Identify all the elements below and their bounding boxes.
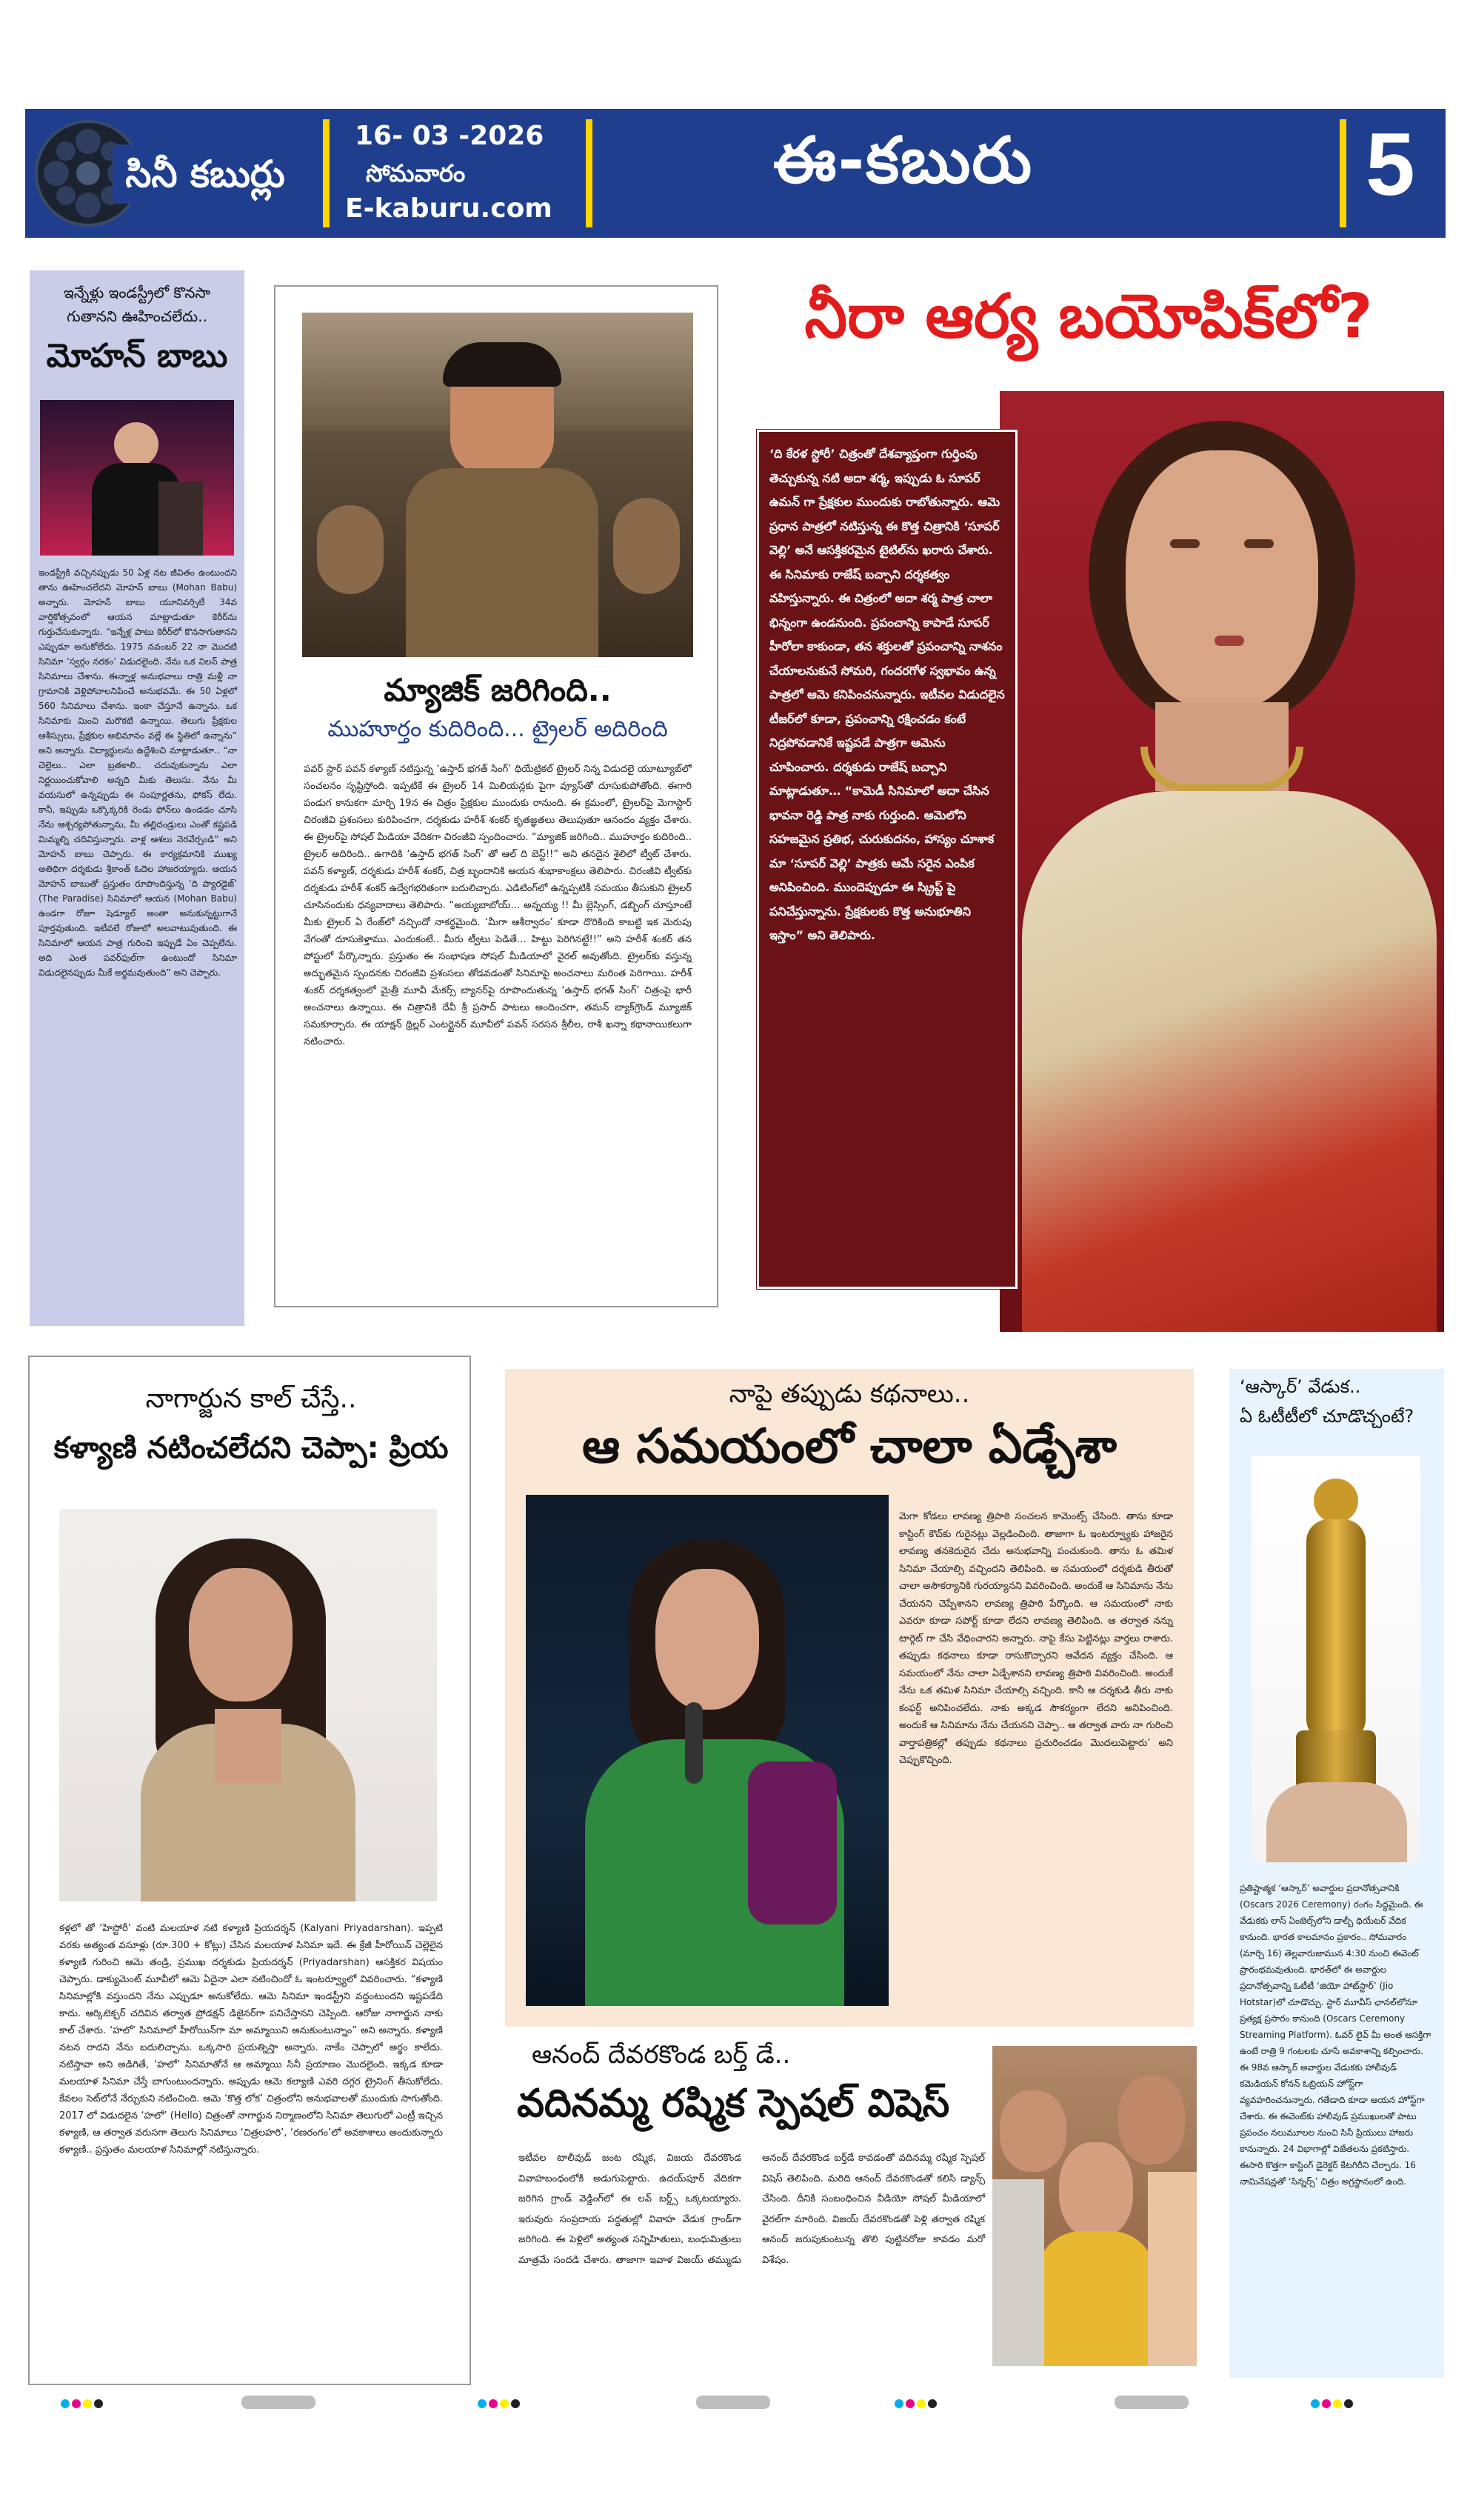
print-marks <box>0 2394 1470 2416</box>
mohan-kicker: ఇన్నేళ్లు ఇండస్ట్రీలో కొనసా గుతానని ఊహించలేదు.. <box>63 284 211 325</box>
ustaad-subtitle: ముహూర్తం కుదిరింది... ట్రైలర్ అదిరింది <box>327 716 668 742</box>
kalyani-box <box>28 1356 471 2385</box>
kalyani-body: కళ్లలో తో ‘హిస్టోరీ’ వంటి మలయాళ నటి కళ్యాణి ప్రియదర్శన్ (Kalyani Priyadarshan). ఇప్పటి వరకు అత్యంత వసూళ్లు (రూ.300 + కోట్లు) చేసిన మలయాళ సినిమా ఇదే. ఈ క్రేజీ హీరోయిన్ చెల్లెలైన కళ్యాణి గురించి ఆమె తండ్రి, ప్రముఖ దర్శకుడు ప్రియదర్శన్ (Priyadarshan) ఆసక్తికర విషయం చెప్పారు. డాక్యుమెంట్ మూవీలో ఆమె ఏదైనా ఎలా నటించిందో ఓ ఇంటర్వ్యూలో వివరించారు. “కళ్యాణి సినిమాల్లోకి వస్తుందని నేను ఎప్పుడూ అనుకోలేదు. ఆమె సినిమా ఇండస్ట్రీని వద్దంటుందని ఇష్టపడేది కాదు. ఆర్కిటెక్చర్ చదివిన తర్వాత ప్రోడక్షన్ డిజైనర్‌గా పనిచేస్తానని చెప్పింది. ఆరోజు నాగార్జున నాకు కాల్ చేశారు. ‘హలో’ సినిమాలో హీరోయిన్‌గా మా అమ్మాయిని అనుకుంటున్నాం” అని అన్నారు. కళ్యాణి నటన రాదని నేను బదులిచ్చాను. ఒక్కసారి ప్రయత్నిస్తా అన్నారు. నాకేం చెప్పాలో అర్థం కాలేదు. నటిస్తావా అని అడిగితే, ‘హలో’ సినిమాతోనే ఆ అమ్మాయి సినీ ప్రయాణం మొదలైంది. ఇక్కడ కూడా మలయాళ సినిమా చేస్తే బాగుంటుందన్నారు. అప్పుడు ఆమె కల్యాణి ఎవరి దగ్గర ట్రైనింగ్ తీసుకోలేదు. కేవలం సెట్‌లోనే నేర్చుకుని నటించింది. ఆమె ‘కొత్త లోక’ చిత్రంలోని అనుభవాలతో ముందుకు సాగుతోంది. 2017 లో విడుదలైన ‘హలో’ (Hello) చిత్రంతో నాగార్జున నిర్మాణంలోని సినిమా తెలుగులో ఎంట్రీ ఇచ్చిన కళ్యాణి, ఆ తర్వాత వరుసగా తెలుగు సినిమాలు ‘చిత్రలహరి’, ‘రణరంగం’లో అవకాశాలు అందుకున్నారు కళ్యాణి.. ప్రస్తుతం మలయాళ సినిమాల్లో నటిస్తున్నారు. <box>59 1923 443 2156</box>
ustaad-box <box>274 285 718 1307</box>
issue-day: సోమవారం <box>366 159 466 187</box>
yellow-divider <box>586 119 592 227</box>
ada-sharma-photo <box>1000 391 1444 1332</box>
page-number: 5 <box>1366 115 1415 214</box>
issue-date: 16- 03 -2026 <box>355 121 544 151</box>
kalyani-kicker: నాగార్జున కాల్ చేస్తే.. <box>145 1384 357 1414</box>
rashmika-body: ఇటీవల టాలీవుడ్ జంట రష్మిక, విజయ దేవరకొండ వివాహబంధంలోకి అడుగుపెట్టారు. ఉదయ్‌పూర్ వేదికగా జరిగిన గ్రాండ్ వెడ్డింగ్‌లో ఈ లవ్ బర్డ్స్ ఒక్కటయ్యారు. ఇరువురు సంప్రదాయ పద్ధతుల్లో వివాహ వేడుక గ్రాండ్‌గా జరిగింది. ఈ పెళ్లిలో అత్యంత సన్నిహితులు, బంధుమిత్రులు మాత్రమే సందడి చేశారు. తాజాగా ఇవాళ విజయ్ తమ్ముడు ఆనంద్ దేవరకొండ బర్త్‌డే కావడంతో వదినమ్మ రష్మిక స్పెషల్ విషెస్ తెలిపింది. మరిది ఆనంద్ దేవరకొండతో కలిసి డ్యాన్స్ చేసింది. దీనికి సంబంధించిన వీడియో సోషల్ మీడియాలో వైరల్‌గా మారింది. విజయ్ దేవరకొండతో పెళ్లి తర్వాత రష్మిక ఆనంద్ జరుపుకుంటున్న తొలి పుట్టినరోజు కావడం మరో విశేషం. <box>518 2153 985 2266</box>
newspaper-brand: ఈ-కబురు <box>773 124 1034 198</box>
mohan-babu-photo <box>40 400 234 556</box>
oscar-title: ఏ ఓటీటీలో చూడొచ్చంటే? <box>1240 1406 1414 1427</box>
neera-body: ‘ది కేరళ స్టోరీ’ చిత్రంతో దేశవ్యాప్తంగా గుర్తింపు తెచ్చుకున్న నటి అదా శర్మ, ఇప్పుడు ఓ సూపర్ ఉమన్ గా ప్రేక్షకుల ముందుకు రాబోతున్నారు. ఆమె ప్రధాన పాత్రలో నటిస్తున్న ఈ కొత్త చిత్రానికి ‘సూపర్ వెల్లి’ అనే ఆసక్తికరమైన టైటిల్‌ను ఖరారు చేశారు. ఈ సినిమాకు రాజేష్ బచ్చాని దర్శకత్వం వహిస్తున్నారు. ఈ చిత్రంలో అదా శర్మ పాత్ర చాలా భిన్నంగా ఉండనుంది. ప్రపంచాన్ని కాపాడే సూపర్ హీరోలా కాకుండా, తన శక్తులతో ప్రపంచాన్ని నాశనం చేయాలనుకునే సోమరి, గందరగోళ స్వభావం ఉన్న పాత్రలో ఆమె కనిపించనున్నారు. ఇటీవల విడుదలైన టీజర్‌లో కూడా, ప్రపంచాన్ని రక్షించడం కంటే నిద్రపోవడానికే ఇష్టపడే పాత్రగా ఆమెను చూపించారు. దర్శకుడు రాజేష్ బచ్చాని మాట్లాడుతూ… “కామెడీ సినిమాలో అదా చేసిన భావనా రెడ్డి పాత్ర నాకు గుర్తుంది. ఆమెలోని సహజమైన ప్రతిభ, చురుకుదనం, హాస్యం చూశాక మా ‘సూపర్ వెల్లి’ పాత్రకు ఆమే సరైన ఎంపిక అనిపించింది. ముందెప్పుడూ ఈ స్క్రిప్ట్‌ పై పనిచేస్తున్నాను. ప్రేక్షకులకు కొత్త అనుభూతిని ఇస్తాం” అని తెలిపారు. <box>769 447 1005 942</box>
ustaad-title: మ్యాజిక్ జరిగింది.. <box>384 672 612 708</box>
mohan-body: ఇండస్ట్రీకి వచ్చినప్పుడు 50 ఏళ్ల నట జీవితం ఉంటుందని తాను ఊహించలేదని మోహన్ బాబు (Mohan Babu) అన్నారు. మోహన్ బాబు యూనివర్సిటీ 34వ వార్షికోత్సవంలో ఆయన మాట్లాడుతూ కెరీర్‌ను గుర్తుచేసుకున్నారు. “ఇన్నేళ్ల పాటు కెరీర్‌లో కొనసాగుతానని ఎప్పుడూ అనుకోలేదు. 1975 నవంబర్ 22 నా మొదటి సినిమా ‘స్వర్గం నరకం’ విడుదలైంది. నేను ఒక విలన్ పాత్ర సినిమాలు చేశాను. ఈన్నాళ్ల అనుభవాలు రాత్రి మళ్లీ నా గ్రామానికి వెళ్లిపోవాలనిపించే అనుభవమే. ఈ 50 ఏళ్లలో 560 సినిమాలు చేశాను. ఇంకా చేస్తూనే ఉన్నాను. ఒక సినిమాకు మించి మరొకటి ఉన్నాయి. తెలుగు ప్రేక్షకుల ఆశీస్సులు, ప్రేక్షకుల అభిమానం వల్లే ఈ స్థితిలో ఉన్నాను” అని అన్నారు. విద్యార్థులను ఉద్దేశించి మాట్లాడుతూ.. “నా చెల్లెలు.. ఎలా బ్రతకాలి.. చదువుకున్నాను ఎలా నిర్ణయించుకోవాలి అన్నది మీకు తెలుసు. నేను మీ వయసులో ఉన్నప్పుడు ఈ సంపూర్ణతను, ఫోకస్ లేదు. కానీ, ఇప్పుడు ఒక్కొక్కరికి రెండు ఫోన్‌లు ఉండడం చూసి నేను ఆశ్చర్యపోతున్నాను, మీ తల్లిదండ్రులు ఎంతో కష్టపడి మిమ్మల్ని చదివిస్తున్నారు. వాళ్ల ఆశలు నెరవేర్చండి” అని మోహన్ బాబు చెప్పారు. ఈ కార్యక్రమానికి ముఖ్య అతిథిగా దర్శకుడు శ్రీకాంత్ ఓదెల హాజరయ్యారు. ఆయన మోహన్ బాబుతో ప్రస్తుతం రూపొందిస్తున్న ‘ది ప్యారడైజ్’ (The Paradise) సినిమాలో ఆయన (Mohan Babu) ఉండగా రోజూ షెడ్యూల్ అంతా అనుకున్నట్టుగానే పూర్తవుతుంది. ఇటీవలే రోజులో అలవాటువుతుంది. ఈ సినిమాలో ఆయన పాత్ర గురించి ఇప్పుడే ఏం చెప్పలేను. అది ఎంత పవర్‌ఫుల్‌గా ఉంటుందో సినిమా విడుదలైనప్పుడు మీకే అర్థమవుతుంది” అని చెప్పారు. <box>39 567 237 978</box>
mohan-name: మోహన్ బాబు <box>46 337 228 375</box>
website-link[interactable]: E-kaburu.com <box>345 193 552 224</box>
yellow-divider <box>1340 119 1346 227</box>
logo-text: సినీ కబుర్లు <box>113 144 298 204</box>
mohan-babu-box <box>30 270 244 1326</box>
oscar-body: ప్రతిష్టాత్మక ‘ఆస్కార్’ అవార్డుల ప్రదానోత్సవానికి (Oscars 2026 Ceremony) రంగం సిద్ధమైంది. ఈ వేడుకకు లాస్ ఏంజెల్స్‌లోని డాల్బీ థియేటర్ వేదిక కానుంది. భారత కాలమానం ప్రకారం.. సోమవారం (మార్చి 16) తెల్లవారుజామున 4:30 నుంచి ఈవెంట్ ప్రారంభమవుతుంది. భారత్‌లో ఈ అవార్డుల ప్రదానోత్సవాన్ని ఓటీటీ ‘జియో హాట్‌స్టార్’ (Jio Hotstar)లో చూడొచ్చు. స్టార్ మూవీస్ ఛానల్‌లోనూ ప్రత్యక్ష ప్రసారం కానుంది (Oscars Ceremony Streaming Platform). ఓవర్ లైవ్ మీ అంత ఆసక్తిగా ఉంటే రాత్రి 9 గంటలకు చూసే అవకాశాన్ని కల్పించారు. ఈ 98వ ఆస్కార్ అవార్డుల వేడుకకు హాలీవుడ్ కమెడియన్ కోనన్ ఓబ్రియన్ హోస్ట్‌గా వ్యవహరించనున్నారు. గతేడాది కూడా ఆయన హోస్ట్‌గా చేశారు. ఈ ఈవెంట్‌కు హాలీవుడ్ ప్రముఖులతో పాటు ప్రపంచం నలుమూలల నుంచి సినీ ప్రియులు హాజరు కానున్నారు. 24 విభాగాల్లో విజేతలను ప్రకటిస్తారు. ఈసారి కొత్తగా కాస్టింగ్ డైరెక్టర్ కేటగిరీని చేర్చారు. 16 నామినేషన్లతో ‘సిన్నర్స్’ చిత్రం అగ్రస్థానంలో ఉంది. <box>1240 1883 1431 2187</box>
lavanya-body: మెగా కోడలు లావణ్య త్రిపాఠి సంచలన కామెంట్స్ చేసింది. తాను కూడా కాస్టింగ్ కౌచ్‌కు గురైనట్లు వెల్లడించింది. తాజాగా ఓ ఇంటర్వ్యూకు హాజరైన లావణ్య తనకెదురైన చేదు అనుభవాన్ని పంచుకుంది. తాను ఓ తమిళ సినిమా చేయాల్సి వచ్చిందని తెలిపింది. ఆ సమయంలో దర్శకుడి తీరుతో చాలా అసౌకర్యానికి గురయ్యానని వివరించింది. అందుకే ఆ సినిమాను నేను చేయనని చెప్పేశానని లావణ్య త్రిపాఠి పేర్కొంది. ఆ సమయంలో నాకు ఎవరూ కూడా సపోర్ట్ కూడా లేదని లావణ్య తెలిపింది. ఆ తర్వాత నన్ను టార్గెట్ గా చేసి వేధించారని అన్నారు. నాపై కేసు పెట్టినట్లు వార్తలు రాశారు. తప్పుడు కథనాలు కూడా రాసుకొచ్చారని ఆవేదన వ్యక్తం చేసింది. ఆ సమయంలో నేను చాలా ఏడ్చేశానని లావణ్య త్రిపాఠి వివరించింది. అందుకే నేను ఒక తమిళ సినిమా చేయాల్సి వచ్చింది. కానీ ఆ దర్శకుడి తీరు నాకు కంఫర్ట్ అనిపించలేదు. నాకు అక్కడ సౌకర్యంగా లేదని అనిపించింది. అందుకే ఆ సినిమాను నేను చేయనని చెప్పా.. ఆ తర్వాత వారు నా గురించి వార్తాపత్రికల్లో తప్పుడు కథనాలు ప్రచురించడం మొదలుపెట్టారు’ అని చెప్పుకొచ్చింది. <box>899 1511 1173 1766</box>
neera-text-box <box>757 430 1018 1289</box>
oscar-statue-photo <box>1252 1456 1420 1862</box>
rashmika-title: వదినమ్మ రష్మిక స్పెషల్ విషెస్ <box>517 2081 950 2126</box>
lavanya-title: ఆ సమయంలో చాలా ఏడ్చేశా <box>582 1419 1117 1474</box>
kalyani-title: కళ్యాణి నటించలేదని చెప్పా: ప్రియ <box>53 1431 449 1465</box>
masthead <box>25 109 1446 238</box>
lavanya-photo <box>526 1495 889 2006</box>
oscar-box <box>1229 1369 1444 2378</box>
neera-title: నీరా ఆర్య బయోపిక్‌లో? <box>804 281 1373 352</box>
oscar-kicker: ‘ఆస్కార్’ వేడుక.. <box>1240 1376 1361 1397</box>
rashmika-kicker: ఆనంద్ దేవరకొండ బర్త్ డే.. <box>532 2040 791 2070</box>
lavanya-box <box>505 1369 1194 2027</box>
ustaad-body: పవర్ స్టార్ పవన్ కళ్యాణ్ నటిస్తున్న ‘ఉస్తాద్ భగత్ సింగ్’ థియేట్రికల్ ట్రైలర్ నిన్న విడుదలై యూట్యూబ్‌లో సంచలనం సృష్టిస్తోంది. ఇప్పటికే ఈ ట్రైలర్ 14 మిలియన్లకు పైగా వ్యూస్‌తో దూసుకుపోతోంది. ఈగారి పండుగ కానుకగా మార్చి 19న ఈ చిత్రం ప్రేక్షకుల ముందుకు రానుంది. ఈ క్రమంలో, ట్రైలర్‌పై మెగాస్టార్ చిరంజీవి ప్రశంసలు కురిపించగా, దర్శకుడు హరీశ్ శంకర్ కృతజ్ఞతలు తెలుపుతూ ఆనందం వ్యక్తం చేశారు. ఈ ట్రైలర్‌పై సోషల్ మీడియా వేదికగా చిరంజీవి స్పందించారు. “మ్యాజిక్ జరిగింది.. ముహూర్తం కుదిరింది.. ట్రైలర్ అదిరింది.. ఉగాదికి ‘ఉస్తాద్ భగత్ సింగ్’ తో ఆల్ ది బెస్ట్!!” అని తనదైన శైలిలో ట్వీట్ చేశారు. పవన్ కళ్యాణ్, దర్శకుడు హరీశ్ శంకర్, చిత్ర బృందానికి ఆయన శుభాకాంక్షలు తెలిపారు. చిరంజీవి ట్వీట్‌కు దర్శకుడు హరీశ్ శంకర్ ఉద్వేగభరితంగా బదులిచ్చారు. ఎడిటింగ్‌లో ఉన్నప్పటికీ సమయం తీసుకుని ట్రైలర్ చూసినందుకు ధన్యవాదాలు తెలిపారు. “అయ్యబాబోయ్… అన్నయ్య !! మీ బ్లెస్సింగ్, డబ్బింగ్ చూస్తూంటే మీకు ట్రైలర్ ఏ రేంజ్‌లో నచ్చిందో నాకర్థమైంది. ‘మీగా ఆశీర్వాదం’ కూడా దొరికింది కాబట్టి ఇక మెరుపు వేగంతో దూసుకెళ్తాము. ఎందుకంటే.. మీరు ట్వీటు పెడితే… హిట్టు పెరిగినట్టే!!” అని హరీశ్ శంకర్ తన పోస్టులో పేర్కొన్నారు. ప్రస్తుతం ఈ సంభాషణ సోషల్ మీడియాలో వైరల్ అవుతోంది. ట్రైలర్‌కు వస్తున్న అద్భుతమైన స్పందనకు చిరంజీవి ప్రశంసలు తోడవడంతో సినిమాపై అంచనాలు మరింత పెరిగాయి. హరీశ్ శంకర్ దర్శకత్వంలో మైత్రీ మూవీ మేకర్స్ బ్యానర్‌పై రూపొందుతున్న ‘ఉస్తాద్ భగత్ సింగ్’ చిత్రంపై భారీ అంచనాలు ఉన్నాయి. ఈ చిత్రానికి దేవీ శ్రీ ప్రసాద్ పాటలు అందించగా, తమన్ బ్యాక్‌గ్రౌండ్ మ్యూజిక్ సమకూర్చారు. ఈ యాక్షన్ థ్రిల్లర్ ఎంటర్టైనర్ మూవీలో పవన్ సరసన శ్రీలీల, రాశీ ఖన్నా కథానాయికలుగా నటించారు. <box>304 764 692 1047</box>
lavanya-kicker: నాపై తప్పుడు కథనాలు.. <box>729 1379 970 1409</box>
rashmika-photo <box>992 2046 1197 2366</box>
yellow-divider <box>323 119 330 227</box>
priya-photo <box>59 1509 437 1901</box>
pawan-kalyan-photo <box>302 313 693 657</box>
